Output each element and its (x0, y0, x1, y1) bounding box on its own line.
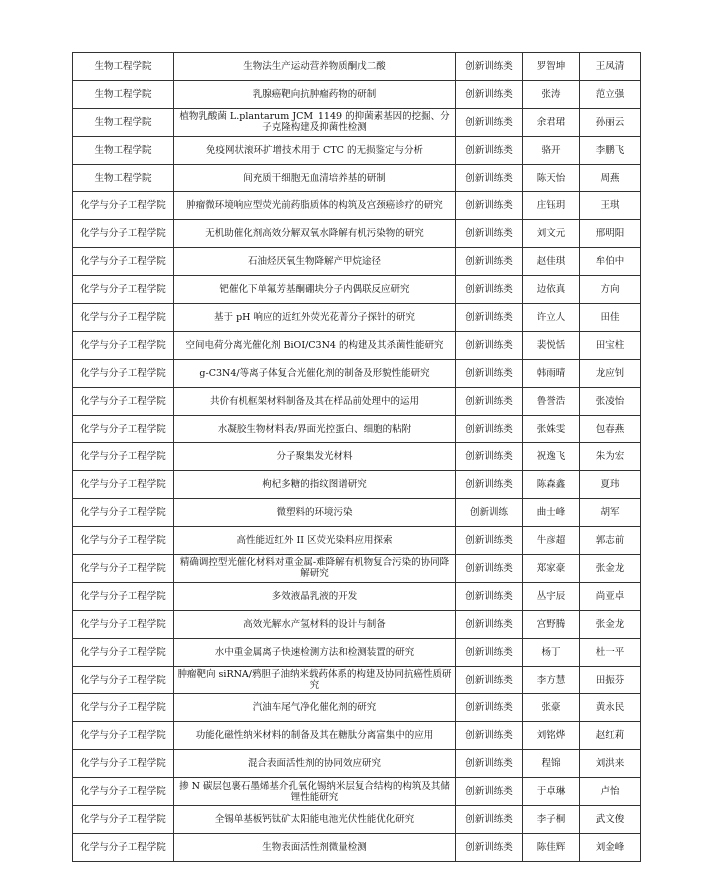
project-type-cell: 创新训练类 (456, 220, 523, 248)
table-row (73, 610, 641, 638)
advisor-cell: 牟伯中 (580, 248, 641, 276)
project-type-cell: 创新训练类 (456, 443, 523, 471)
advisor-cell: 黄永民 (580, 694, 641, 722)
advisor-cell: 杜一平 (580, 638, 641, 666)
project-type-cell: 创新训练类 (456, 638, 523, 666)
leader-cell: 李子桐 (523, 806, 580, 834)
table-row (73, 248, 641, 276)
leader-cell: 庄钰玥 (523, 192, 580, 220)
table-row (73, 833, 641, 861)
leader-cell: 罗智坤 (523, 53, 580, 81)
leader-cell: 郑家豪 (523, 555, 580, 583)
table-row (73, 722, 641, 750)
leader-cell: 丛宇辰 (523, 582, 580, 610)
project-type-cell: 创新训练类 (456, 192, 523, 220)
project-title-cell: 基于 pH 响应的近红外荧光花菁分子探针的研究 (174, 304, 456, 332)
project-title-cell: 间充质干细胞无血清培养基的研制 (174, 164, 456, 192)
leader-cell: 张姝雯 (523, 415, 580, 443)
project-type-cell: 创新训练类 (456, 610, 523, 638)
project-title-cell: 混合表面活性剂的协同效应研究 (174, 750, 456, 778)
project-title-cell: 高性能近红外 II 区荧光染料应用探索 (174, 527, 456, 555)
table-row (73, 750, 641, 778)
leader-cell: 韩雨晴 (523, 359, 580, 387)
project-type-cell: 创新训练类 (456, 778, 523, 806)
project-title-cell: 无机助催化剂高效分解双氧水降解有机污染物的研究 (174, 220, 456, 248)
project-type-cell: 创新训练类 (456, 331, 523, 359)
college-cell: 化学与分子工程学院 (73, 415, 174, 443)
advisor-cell: 夏玮 (580, 471, 641, 499)
project-table-body (73, 53, 641, 862)
table-row (73, 499, 641, 527)
project-type-cell: 创新训练类 (456, 527, 523, 555)
college-cell: 生物工程学院 (73, 136, 174, 164)
leader-cell: 张涛 (523, 80, 580, 108)
project-title-cell: 汽油车尾气净化催化剂的研究 (174, 694, 456, 722)
advisor-cell: 田振芬 (580, 666, 641, 694)
table-row (73, 331, 641, 359)
advisor-cell: 张金龙 (580, 610, 641, 638)
project-type-cell: 创新训练类 (456, 387, 523, 415)
table-row (73, 192, 641, 220)
table-row (73, 108, 641, 136)
college-cell: 生物工程学院 (73, 164, 174, 192)
project-title-cell: 植物乳酸菌 L.plantarum JCM_1149 的抑菌素基因的挖掘、分子克隆构建及抑菌性检测 (174, 108, 456, 136)
table-row (73, 471, 641, 499)
college-cell: 化学与分子工程学院 (73, 638, 174, 666)
table-row (73, 220, 641, 248)
table-row (73, 164, 641, 192)
leader-cell: 陈森鑫 (523, 471, 580, 499)
college-cell: 生物工程学院 (73, 53, 174, 81)
leader-cell: 牛彦超 (523, 527, 580, 555)
project-type-cell: 创新训练类 (456, 136, 523, 164)
table-row (73, 304, 641, 332)
project-title-cell: 水中重金属离子快速检测方法和检测装置的研究 (174, 638, 456, 666)
project-type-cell: 创新训练类 (456, 276, 523, 304)
leader-cell: 杨丁 (523, 638, 580, 666)
project-type-cell: 创新训练类 (456, 666, 523, 694)
project-title-cell: 功能化磁性纳米材料的制备及其在糖肽分离富集中的应用 (174, 722, 456, 750)
leader-cell: 曲士峰 (523, 499, 580, 527)
leader-cell: 边依真 (523, 276, 580, 304)
advisor-cell: 武文俊 (580, 806, 641, 834)
leader-cell: 祝逸飞 (523, 443, 580, 471)
project-type-cell: 创新训练类 (456, 248, 523, 276)
project-type-cell: 创新训练类 (456, 471, 523, 499)
college-cell: 化学与分子工程学院 (73, 192, 174, 220)
advisor-cell: 周燕 (580, 164, 641, 192)
advisor-cell: 卢怡 (580, 778, 641, 806)
project-title-cell: 肿瘤微环境响应型荧光前药脂质体的构筑及宫颈癌诊疗的研究 (174, 192, 456, 220)
project-type-cell: 创新训练类 (456, 582, 523, 610)
project-type-cell: 创新训练类 (456, 694, 523, 722)
advisor-cell: 赵红莉 (580, 722, 641, 750)
project-title-cell: 全锡单基板钙钛矿太阳能电池光伏性能优化研究 (174, 806, 456, 834)
project-type-cell: 创新训练类 (456, 555, 523, 583)
leader-cell: 许立人 (523, 304, 580, 332)
college-cell: 化学与分子工程学院 (73, 220, 174, 248)
project-title-cell: 掺 N 碳层包裹石墨烯基介孔氧化锡纳米层复合结构的构筑及其储锂性能研究 (174, 778, 456, 806)
project-title-cell: 空间电荷分离光催化剂 BiOI/C3N4 的构建及其杀菌性能研究 (174, 331, 456, 359)
project-type-cell: 创新训练类 (456, 80, 523, 108)
advisor-cell: 范立强 (580, 80, 641, 108)
project-type-cell: 创新训练类 (456, 108, 523, 136)
table-row (73, 638, 641, 666)
advisor-cell: 田宝柱 (580, 331, 641, 359)
project-type-cell: 创新训练类 (456, 164, 523, 192)
project-type-cell: 创新训练类 (456, 359, 523, 387)
project-title-cell: 微塑料的环境污染 (174, 499, 456, 527)
project-type-cell: 创新训练类 (456, 806, 523, 834)
leader-cell: 裴悦恬 (523, 331, 580, 359)
college-cell: 化学与分子工程学院 (73, 750, 174, 778)
advisor-cell: 田佳 (580, 304, 641, 332)
table-row (73, 415, 641, 443)
table-row (73, 387, 641, 415)
leader-cell: 刘铭烨 (523, 722, 580, 750)
advisor-cell: 龙应钊 (580, 359, 641, 387)
advisor-cell: 郭志前 (580, 527, 641, 555)
project-table (72, 52, 641, 862)
advisor-cell: 胡军 (580, 499, 641, 527)
table-row (73, 806, 641, 834)
project-title-cell: 钯催化下单氟芳基酮硼块分子内偶联反应研究 (174, 276, 456, 304)
college-cell: 化学与分子工程学院 (73, 248, 174, 276)
table-row (73, 359, 641, 387)
project-title-cell: 枸杞多糖的指纹图谱研究 (174, 471, 456, 499)
project-title-cell: 乳腺癌靶向抗肿瘤药物的研制 (174, 80, 456, 108)
project-title-cell: 生物法生产运动营养物质酮戊二酸 (174, 53, 456, 81)
project-title-cell: 共价有机框架材料制备及其在样品前处理中的运用 (174, 387, 456, 415)
college-cell: 化学与分子工程学院 (73, 694, 174, 722)
table-row (73, 136, 641, 164)
table-row (73, 276, 641, 304)
advisor-cell: 张金龙 (580, 555, 641, 583)
leader-cell: 宫野腾 (523, 610, 580, 638)
project-title-cell: 水凝胶生物材料表/界面光控蛋白、细胞的粘附 (174, 415, 456, 443)
project-title-cell: 石油烃厌氧生物降解产甲烷途径 (174, 248, 456, 276)
leader-cell: 骆开 (523, 136, 580, 164)
project-type-cell: 创新训练类 (456, 53, 523, 81)
college-cell: 化学与分子工程学院 (73, 471, 174, 499)
table-row (73, 778, 641, 806)
table-row (73, 666, 641, 694)
project-title-cell: 精确调控型光催化材料对重金属-难降解有机物复合污染的协同降解研究 (174, 555, 456, 583)
advisor-cell: 王琪 (580, 192, 641, 220)
leader-cell: 刘文元 (523, 220, 580, 248)
leader-cell: 于卓琳 (523, 778, 580, 806)
college-cell: 化学与分子工程学院 (73, 359, 174, 387)
college-cell: 化学与分子工程学院 (73, 778, 174, 806)
advisor-cell: 刘金峰 (580, 833, 641, 861)
leader-cell: 陈天怡 (523, 164, 580, 192)
college-cell: 化学与分子工程学院 (73, 443, 174, 471)
project-type-cell: 创新训练类 (456, 750, 523, 778)
advisor-cell: 王凤清 (580, 53, 641, 81)
college-cell: 化学与分子工程学院 (73, 499, 174, 527)
project-title-cell: 高效光解水产氢材料的设计与制备 (174, 610, 456, 638)
college-cell: 化学与分子工程学院 (73, 806, 174, 834)
project-title-cell: 肿瘤靶向 siRNA/鸦胆子油纳米载药体系的构建及协同抗癌性质研究 (174, 666, 456, 694)
leader-cell: 陈佳辉 (523, 833, 580, 861)
project-type-cell: 创新训练类 (456, 833, 523, 861)
college-cell: 化学与分子工程学院 (73, 666, 174, 694)
college-cell: 化学与分子工程学院 (73, 582, 174, 610)
college-cell: 化学与分子工程学院 (73, 527, 174, 555)
college-cell: 化学与分子工程学院 (73, 610, 174, 638)
table-row (73, 527, 641, 555)
project-title-cell: 分子聚集发光材料 (174, 443, 456, 471)
college-cell: 化学与分子工程学院 (73, 387, 174, 415)
leader-cell: 张豪 (523, 694, 580, 722)
advisor-cell: 刘洪来 (580, 750, 641, 778)
table-row (73, 694, 641, 722)
leader-cell: 余君珺 (523, 108, 580, 136)
college-cell: 生物工程学院 (73, 108, 174, 136)
college-cell: 化学与分子工程学院 (73, 555, 174, 583)
table-row (73, 582, 641, 610)
project-type-cell: 创新训练类 (456, 304, 523, 332)
leader-cell: 赵佳琪 (523, 248, 580, 276)
project-title-cell: 多效液晶乳液的开发 (174, 582, 456, 610)
college-cell: 生物工程学院 (73, 80, 174, 108)
project-type-cell: 创新训练类 (456, 415, 523, 443)
college-cell: 化学与分子工程学院 (73, 833, 174, 861)
college-cell: 化学与分子工程学院 (73, 722, 174, 750)
college-cell: 化学与分子工程学院 (73, 331, 174, 359)
project-title-cell: 免疫网状滚环扩增技术用于 CTC 的无损鉴定与分析 (174, 136, 456, 164)
project-type-cell: 创新训练 (456, 499, 523, 527)
college-cell: 化学与分子工程学院 (73, 304, 174, 332)
project-type-cell: 创新训练类 (456, 722, 523, 750)
advisor-cell: 朱为宏 (580, 443, 641, 471)
advisor-cell: 邢明阳 (580, 220, 641, 248)
advisor-cell: 李鹏飞 (580, 136, 641, 164)
leader-cell: 李方慧 (523, 666, 580, 694)
college-cell: 化学与分子工程学院 (73, 276, 174, 304)
project-title-cell: g-C3N4/等离子体复合光催化剂的制备及形貌性能研究 (174, 359, 456, 387)
table-row (73, 53, 641, 81)
table-row (73, 80, 641, 108)
advisor-cell: 尚亚卓 (580, 582, 641, 610)
table-row (73, 555, 641, 583)
leader-cell: 程锦 (523, 750, 580, 778)
leader-cell: 鲁誉浩 (523, 387, 580, 415)
advisor-cell: 张凌怡 (580, 387, 641, 415)
project-title-cell: 生物表面活性剂微量检测 (174, 833, 456, 861)
advisor-cell: 孙丽云 (580, 108, 641, 136)
advisor-cell: 方向 (580, 276, 641, 304)
table-row (73, 443, 641, 471)
advisor-cell: 包春燕 (580, 415, 641, 443)
